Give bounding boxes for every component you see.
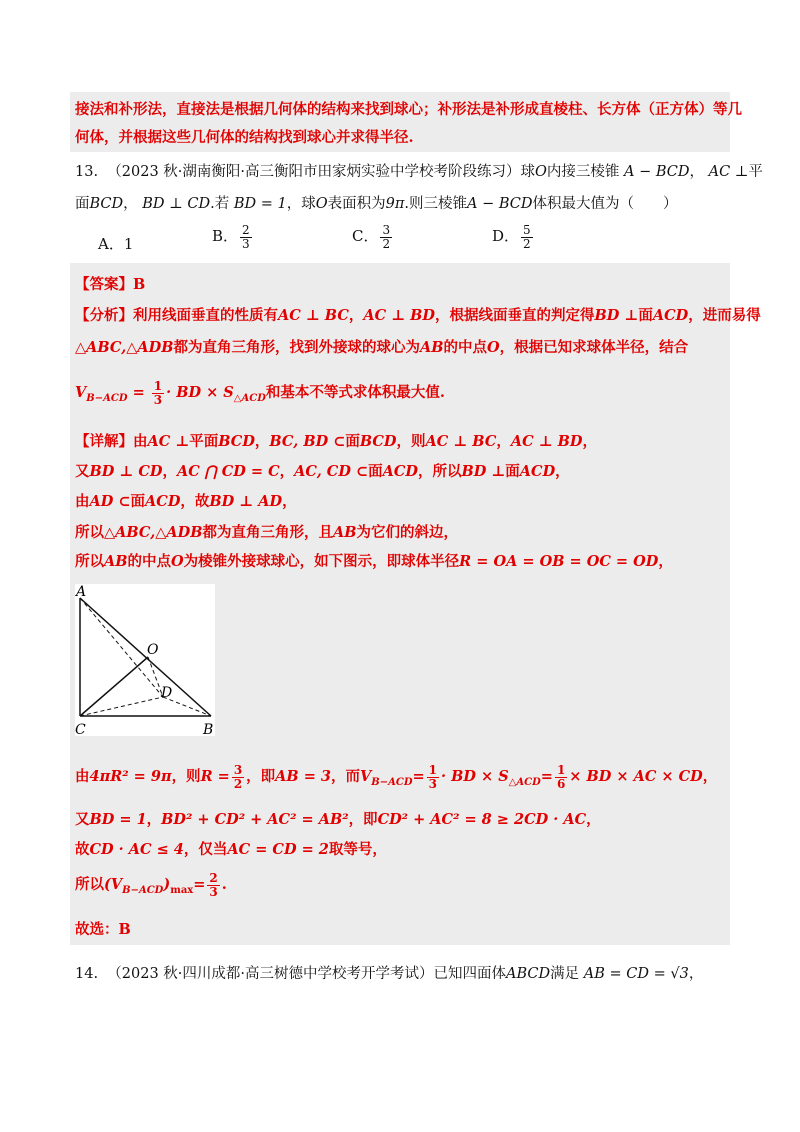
option-b: B． $\frac{2}{3}$	[212, 223, 250, 251]
option-a: A．1	[98, 235, 134, 253]
final-answer-line: 故选：B	[75, 921, 131, 938]
label-d: D	[161, 685, 173, 701]
label-c: C	[75, 722, 86, 736]
analysis-line3: $V_{B-ACD}$ = $\frac{1}{3}$ · BD × $S_{\triangle ACD}$和基本不等式求体积最大值.	[75, 379, 445, 407]
detail-line9: 所以$(V_{B-ACD})_{max}=$ $\frac{2}{3}$ .	[75, 871, 227, 899]
prev-analysis-line2: 何体，并根据这些几何体的结构找到球心并求得半径.	[75, 129, 414, 146]
analysis-line2: △ABC,△ADB都为直角三角形，找到外接球的球心为AB的中点O，根据已知求球体半径，结合	[75, 339, 689, 356]
q13-number: 13.	[75, 164, 99, 180]
option-c: C． $\frac{3}{2}$	[352, 223, 391, 251]
answer-line: 【答案】B	[75, 276, 146, 293]
detail-line5: 所以AB的中点O为棱锥外接球球心，如下图示，即球体半径R = OA = OB = OC = OD，	[75, 553, 673, 570]
q13-source: （2023 秋·湖南衡阳·高三衡阳市田家炳实验中学校考阶段练习）	[107, 164, 521, 180]
pyramid-figure	[75, 584, 215, 736]
detail-line6: 由4πR² = 9π，则R = $\frac{3}{2}$ ，即AB = 3，而$V_{B-ACD}=$ $\frac{1}{3}$ · BD × $S_{\triangle ACD}=$ $\frac{1}{6}$ × BD × AC × CD，	[75, 763, 718, 791]
q14-number: 14.	[75, 966, 99, 982]
detail-line7: 又BD = 1，BD² + CD² + AC² = AB²，即CD² + AC² = 8 ≥ 2CD · AC，	[75, 811, 601, 828]
prev-analysis-line1: 接法和补形法，直接法是根据几何体的结构来找到球心；补形法是补形成直棱柱、长方体（正方体）等几	[75, 101, 742, 118]
detail-line1: 【详解】由AC ⊥平面BCD，BC, BD ⊂面BCD，则AC ⊥ BC，AC ⊥ BD，	[75, 433, 597, 450]
analysis-line1: 【分析】利用线面垂直的性质有AC ⊥ BC，AC ⊥ BD，根据线面垂直的判定得BD ⊥面ACD，进而易得	[75, 307, 761, 324]
label-b: B	[203, 722, 214, 736]
detail-line3: 由AD ⊂面ACD，故BD ⊥ AD，	[75, 493, 297, 510]
detail-line4: 所以△ABC,△ADB都为直角三角形，且AB为它们的斜边，	[75, 524, 459, 541]
q14-source: （2023 秋·四川成都·高三树德中学校考开学考试）已知四面体	[107, 966, 507, 982]
option-d: D． $\frac{5}{2}$	[492, 223, 531, 251]
edge-co	[80, 657, 148, 716]
q13-line1: 13. （2023 秋·湖南衡阳·高三衡阳市田家炳实验中学校考阶段练习）球O内接三棱锥 A − BCD， AC ⊥平	[75, 164, 763, 180]
label-o: O	[147, 642, 159, 658]
detail-line2: 又BD ⊥ CD，AC ⋂ CD = C，AC, CD ⊂面ACD，所以BD ⊥面ACD，	[75, 463, 570, 480]
q13-line2: 面BCD， BD ⊥ CD.若 BD = 1，球O表面积为9π.则三棱锥A − BCD体积最大值为（ ）	[75, 196, 678, 212]
q14-line1: 14. （2023 秋·四川成都·高三树德中学校考开学考试）已知四面体ABCD满足 AB = CD = √3，	[75, 966, 704, 982]
label-a: A	[76, 584, 87, 600]
edge-cd	[80, 697, 163, 716]
detail-line8: 故CD · AC ≤ 4，仅当AC = CD = 2取等号，	[75, 841, 387, 858]
